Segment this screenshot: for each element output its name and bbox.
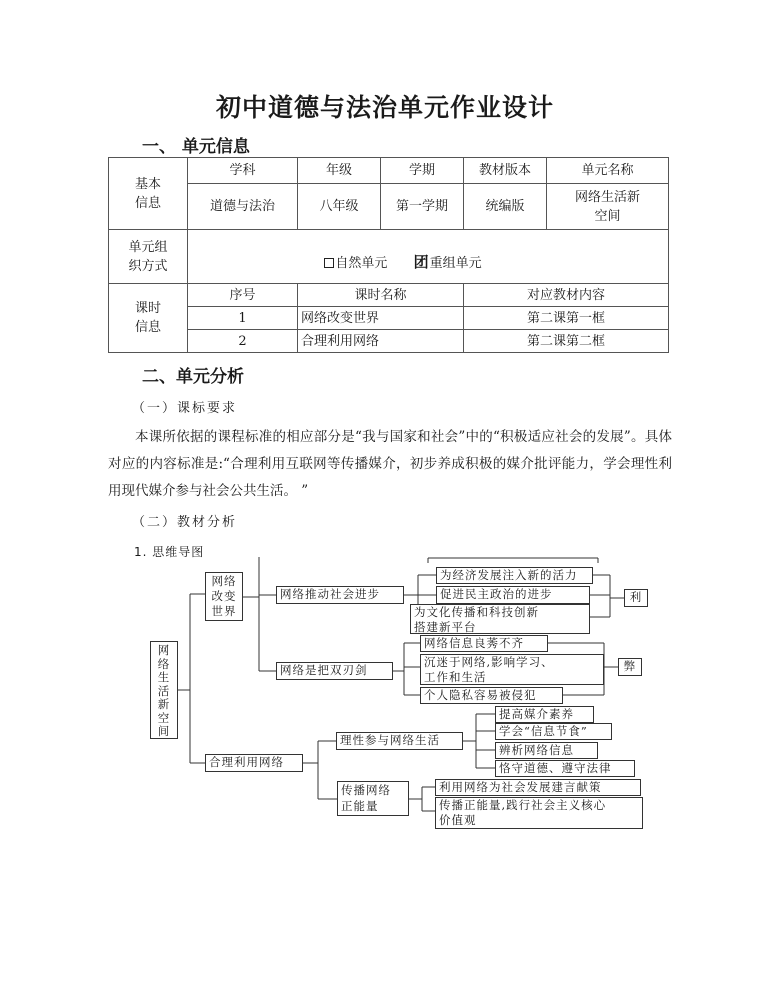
lesson-header-content: 对应教材内容: [464, 284, 669, 307]
mindmap-node-world: 网络 改变 世界: [205, 572, 243, 621]
org-option-regroup-label: 重组单元: [429, 255, 482, 271]
lesson-no: 1: [188, 307, 298, 330]
header-edition: 教材版本: [464, 158, 547, 184]
value-grade: 八年级: [298, 184, 381, 230]
value-term: 第一学期: [381, 184, 464, 230]
header-grade: 年级: [298, 158, 381, 184]
mindmap-node-economy: 为经济发展注入新的活力: [436, 567, 593, 584]
mindmap-node-culture: 为文化传播和科技创新 搭建新平台: [410, 604, 590, 634]
mindmap-node-democracy: 促进民主政治的进步: [436, 586, 590, 604]
org-option-natural-label: 自然单元: [335, 255, 388, 271]
section-unit-info-heading: 一、 单元信息: [142, 137, 250, 157]
checkbox-checked-icon: 团: [413, 252, 429, 271]
lesson-header-no: 序号: [188, 284, 298, 307]
lesson-name: 网络改变世界: [298, 307, 464, 330]
value-subject: 道德与法治: [188, 184, 298, 230]
value-edition: 统编版: [464, 184, 547, 230]
lesson-info-label: 课时 信息: [109, 284, 188, 353]
basic-info-label: 基本 信息: [109, 158, 188, 230]
document-title: 初中道德与法治单元作业设计: [215, 93, 554, 122]
mindmap-node-benefit: 利: [624, 589, 648, 607]
mindmap-node-obey-law: 恪守道德、遵守法律: [495, 760, 635, 777]
mindmap-node-discern-info: 辨析网络信息: [495, 742, 598, 759]
header-subject: 学科: [188, 158, 298, 184]
curriculum-requirement-heading: （一）课标要求: [132, 401, 238, 416]
section-unit-analysis-heading: 二、单元分析: [142, 367, 244, 387]
textbook-analysis-heading: （二）教材分析: [132, 515, 238, 530]
lesson-name: 合理利用网络: [298, 330, 464, 353]
mindmap-node-double-edged: 网络是把双刃剑: [276, 662, 393, 680]
mindmap-node-suggestions: 利用网络为社会发展建言献策: [435, 779, 641, 796]
mindmap-node-proper-use: 合理利用网络: [205, 754, 303, 772]
header-term: 学期: [381, 158, 464, 184]
curriculum-paragraph: 本课所依据的课程标准的相应部分是“我与国家和社会”中的“积极适应社会的发展”。具体对应的内容标准是:“合理利用互联网等传播媒介，初步养成积极的媒介批评能力，学会理性利用现代媒介参与社会公共生活。 ”: [108, 429, 672, 499]
mindmap-node-media-literacy: 提高媒介素养: [495, 706, 594, 723]
lesson-header-name: 课时名称: [298, 284, 464, 307]
lesson-no: 2: [188, 330, 298, 353]
mindmap-root-node: 网 络 生 活 新 空 间: [150, 641, 178, 739]
lesson-content: 第二课第二框: [464, 330, 669, 353]
org-label: 单元组 织方式: [109, 230, 188, 284]
mindmap-node-info-mixed: 网络信息良莠不齐: [420, 635, 548, 652]
mindmap-node-promote: 网络推动社会进步: [276, 586, 404, 604]
mindmap-node-rational: 理性参与网络生活: [336, 732, 463, 750]
header-unit-name: 单元名称: [547, 158, 669, 184]
mindmap-node-addiction: 沉迷于网络,影响学习、 工作和生活: [420, 654, 604, 685]
mindmap-node-privacy: 个人隐私容易被侵犯: [420, 687, 563, 704]
mindmap-node-spread-positive: 传播网络 正能量: [337, 781, 409, 816]
mindmap-label: 1. 思维导图: [134, 545, 205, 559]
lesson-content: 第二课第一框: [464, 307, 669, 330]
mindmap-node-harm: 弊: [618, 658, 642, 676]
value-unit-name: 网络生活新 空间: [547, 184, 669, 230]
mindmap-node-info-diet: 学会“信息节食”: [495, 723, 612, 740]
mindmap-node-core-values: 传播正能量,践行社会主义核心 价值观: [435, 797, 643, 829]
